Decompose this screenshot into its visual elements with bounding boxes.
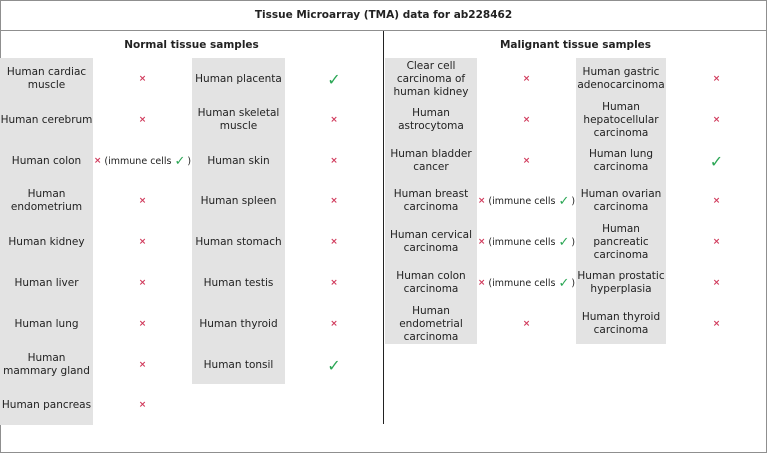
cross-icon: × [138, 400, 147, 410]
cross-icon: × [138, 319, 147, 329]
status-cell [93, 59, 192, 99]
tissue-name: Human cervical carcinoma [389, 229, 472, 254]
immune-note-open: ( [488, 195, 493, 207]
cross-icon: × [93, 156, 102, 166]
status-cell [93, 304, 192, 344]
cross-icon: × [138, 115, 147, 125]
cross-icon: × [330, 115, 338, 125]
cross-icon: × [330, 156, 338, 166]
cross-icon: × [712, 196, 721, 206]
tissue-name: Human spleen [200, 194, 277, 207]
immune-note-open: ( [104, 155, 109, 167]
tissue-name: Human colon [11, 154, 82, 167]
tissue-name: Human endometrium [10, 188, 83, 213]
tissue-name: Human gastric adenocarcinoma [577, 66, 665, 91]
status-cell [666, 222, 767, 262]
cross-icon: × [522, 115, 531, 125]
status-cell [666, 181, 767, 221]
status-cell [285, 345, 383, 385]
tissue-name: Human stomach [195, 235, 282, 248]
tissue-name: Human bladder cancer [390, 148, 472, 173]
cross-icon: × [477, 237, 486, 247]
tissue-name: Human endometrial carcinoma [399, 304, 463, 343]
status-cell [666, 100, 767, 140]
tissue-name: Human ovarian carcinoma [580, 188, 662, 213]
status-cell [285, 181, 383, 221]
tissue-name: Human liver [14, 276, 79, 289]
tissue-name: Human lung [14, 317, 79, 330]
cross-icon: × [712, 237, 721, 247]
tissue-name: Human thyroid carcinoma [581, 311, 661, 336]
cross-icon: × [477, 278, 486, 288]
status-cell [666, 263, 767, 303]
status-cell [285, 222, 383, 262]
cross-icon: × [138, 360, 147, 370]
tissue-name: Human colon carcinoma [396, 270, 466, 295]
tissue-name: Human thyroid [199, 317, 278, 330]
immune-note-text: immune cells [108, 155, 172, 167]
status-cell [285, 59, 383, 99]
immune-note-close: ) [571, 236, 576, 248]
status-cell [93, 222, 192, 262]
tissue-name: Human breast carcinoma [393, 188, 469, 213]
status-cell [477, 141, 576, 181]
status-cell [666, 59, 767, 99]
status-cell [666, 304, 767, 344]
check-icon: ✓ [327, 355, 341, 375]
cross-icon: × [330, 237, 338, 247]
status-cell [477, 181, 576, 221]
status-cell [285, 100, 383, 140]
cross-icon: × [477, 196, 486, 206]
status-cell [666, 141, 767, 181]
immune-note-close: ) [187, 155, 192, 167]
check-icon: ✓ [558, 275, 570, 291]
immune-note-open: ( [488, 277, 493, 289]
cross-icon: × [712, 115, 721, 125]
section-divider [383, 31, 384, 424]
tissue-name: Human astrocytoma [398, 107, 464, 132]
check-icon: ✓ [709, 151, 724, 171]
tissue-name: Human lung carcinoma [588, 148, 654, 173]
tissue-name: Human prostatic hyperplasia [577, 270, 665, 295]
immune-note-close: ) [571, 277, 576, 289]
status-cell [93, 263, 192, 303]
cross-icon: × [330, 319, 338, 329]
tissue-name: Human kidney [8, 235, 85, 248]
status-cell [93, 181, 192, 221]
status-cell [285, 141, 383, 181]
cross-icon: × [330, 196, 338, 206]
status-cell [285, 263, 383, 303]
cross-icon: × [712, 319, 721, 329]
status-cell [93, 385, 192, 425]
immune-note-close: ) [571, 195, 576, 207]
tissue-name: Human skin [207, 154, 270, 167]
status-cell [93, 100, 192, 140]
status-cell [93, 141, 192, 181]
tissue-name: Human cardiac muscle [6, 66, 87, 91]
cross-icon: × [522, 74, 531, 84]
status-cell [477, 59, 576, 99]
cross-icon: × [138, 196, 147, 206]
cross-icon: × [138, 237, 147, 247]
cross-icon: × [138, 74, 147, 84]
tissue-name: Human mammary gland [3, 352, 90, 377]
immune-note-open: ( [488, 236, 493, 248]
immune-note-text: immune cells [492, 277, 556, 289]
malignant-section-title: Malignant tissue samples [499, 39, 652, 51]
tissue-name: Human skeletal muscle [197, 107, 280, 132]
tissue-name: Human hepatocellular carcinoma [583, 100, 659, 139]
tissue-name: Human pancreatic carcinoma [593, 222, 649, 261]
status-cell [477, 222, 576, 262]
immune-note-text: immune cells [492, 236, 556, 248]
cross-icon: × [712, 278, 721, 288]
status-cell [93, 345, 192, 385]
cross-icon: × [330, 278, 338, 288]
check-icon: ✓ [327, 69, 341, 89]
tissue-name: Human cerebrum [0, 113, 93, 126]
status-cell [285, 304, 383, 344]
immune-note-text: immune cells [492, 195, 556, 207]
status-cell [477, 100, 576, 140]
tissue-name: Human placenta [195, 72, 282, 85]
cross-icon: × [138, 278, 147, 288]
page-title: Tissue Microarray (TMA) data for ab228462 [0, 0, 767, 31]
tissue-name: Human testis [203, 276, 274, 289]
check-icon: ✓ [558, 234, 570, 250]
tissue-name: Human pancreas [1, 398, 92, 411]
status-cell [477, 304, 576, 344]
status-cell [477, 263, 576, 303]
cross-icon: × [522, 156, 531, 166]
check-icon: ✓ [558, 193, 570, 209]
tissue-name: Clear cell carcinoma of human kidney [393, 59, 469, 98]
normal-section-title: Normal tissue samples [124, 39, 259, 51]
cross-icon: × [712, 74, 721, 84]
check-icon: ✓ [174, 153, 186, 169]
tissue-name: Human tonsil [203, 358, 274, 371]
cross-icon: × [522, 319, 531, 329]
